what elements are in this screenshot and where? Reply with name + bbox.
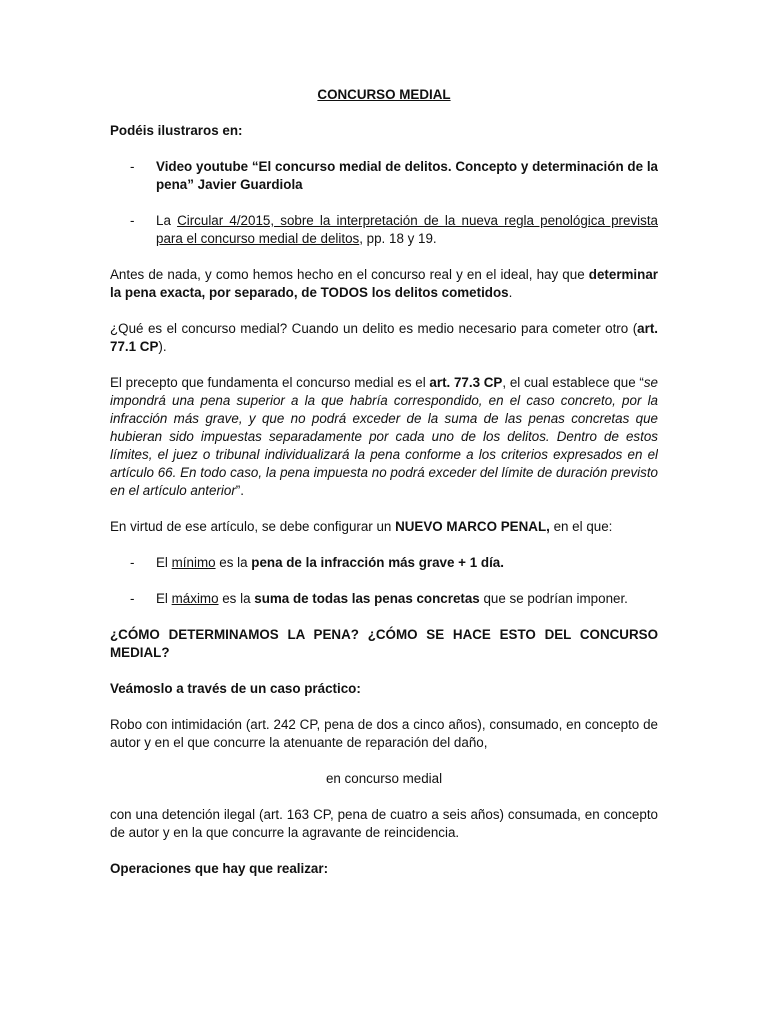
paragraph-intro	[110, 266, 658, 302]
text-run: El	[156, 591, 172, 606]
bullet-dash: -	[130, 555, 135, 570]
video-reference: Video youtube “El concurso medial de delitos. Concepto y determinación de la pena” Javier Guardiola	[156, 159, 658, 192]
case-first-crime: Robo con intimidación (art. 242 CP, pena de dos a cinco años), consumado, en concepto de autor y en el que concurre la atenuante de reparación del daño,	[110, 717, 658, 750]
text-run: En virtud de ese artículo, se debe configurar un	[110, 519, 396, 534]
underlined-run: máximo	[171, 591, 219, 606]
text-run: es la	[215, 555, 252, 570]
section-question: ¿CÓMO DETERMINAMOS LA PENA? ¿CÓMO SE HACE ESTO DEL CONCURSO MEDIAL?	[110, 627, 658, 660]
bold-run: pena de la infracción más grave + 1 día.	[251, 555, 504, 570]
list-item-video	[110, 158, 658, 194]
text-run: El	[156, 555, 172, 570]
operations-heading: Operaciones que hay que realizar:	[110, 861, 329, 876]
bullet-dash: -	[130, 159, 135, 174]
case-second-crime: con una detención ilegal (art. 163 CP, pena de cuatro a seis años) consumada, en concepto de autor y en la que concurre la agravante de reincidencia.	[110, 807, 658, 840]
bold-run: NUEVO MARCO PENAL,	[395, 519, 550, 534]
bold-run: suma de todas las penas concretas	[254, 591, 480, 606]
bullet-dash: -	[130, 591, 135, 606]
text-run: Antes de nada, y como hemos hecho en el concurso real y en el ideal, hay que	[110, 267, 589, 282]
document-title: CONCURSO MEDIAL	[317, 87, 451, 102]
document-page	[110, 86, 658, 986]
text-run: , el cual establece que “	[502, 375, 644, 390]
text-run: ”.	[235, 483, 244, 498]
bullet-dash: -	[130, 213, 135, 228]
illustrate-heading: Podéis ilustraros en:	[110, 123, 243, 138]
circular-link[interactable]: Circular 4/2015, sobre la interpretación de la nueva regla penológica prevista para el concurso medial de delitos	[156, 213, 658, 246]
bold-run: determinar la pena exacta, por separado, de TODOS los delitos cometidos	[110, 267, 658, 300]
bold-run: art. 77.3 CP	[429, 375, 503, 390]
text-run: es la	[218, 591, 255, 606]
circular-prefix: La	[156, 213, 178, 228]
case-heading: Veámoslo a través de un caso práctico:	[110, 681, 361, 696]
paragraph-precept	[110, 374, 658, 500]
underlined-run: mínimo	[171, 555, 216, 570]
circular-suffix: , pp. 18 y 19.	[359, 231, 437, 246]
text-run: El precepto que fundamenta el concurso medial es el	[110, 375, 430, 390]
text-run: .	[508, 285, 513, 300]
paragraph-frame	[110, 518, 658, 536]
bold-run: art. 77.1 CP	[110, 321, 658, 354]
text-run: que se podrían imponer.	[479, 591, 628, 606]
text-run: en el que:	[549, 519, 613, 534]
text-run: ).	[158, 339, 167, 354]
quoted-law-text: se impondrá una pena superior a la que habría correspondido, en el caso concreto, por la infracción más grave, y que no podrá exceder de la suma de las penas concretas que hubieran sido impuestas separadamente por cada uno de los delitos. Dentro de estos límites, el juez o tribunal individualizará la pena conforme a los criterios expresados en el artículo 66. En todo caso, la pena impuesta no podrá exceder del límite de duración previsto en el artículo anterior	[110, 375, 658, 498]
paragraph-definition	[110, 320, 658, 356]
case-connector: en concurso medial	[325, 771, 443, 786]
list-item-circular	[110, 212, 658, 248]
text-run: ¿Qué es el concurso medial? Cuando un delito es medio necesario para cometer otro (	[110, 321, 638, 336]
list-item-maximum	[110, 590, 658, 608]
list-item-minimum	[110, 554, 658, 572]
